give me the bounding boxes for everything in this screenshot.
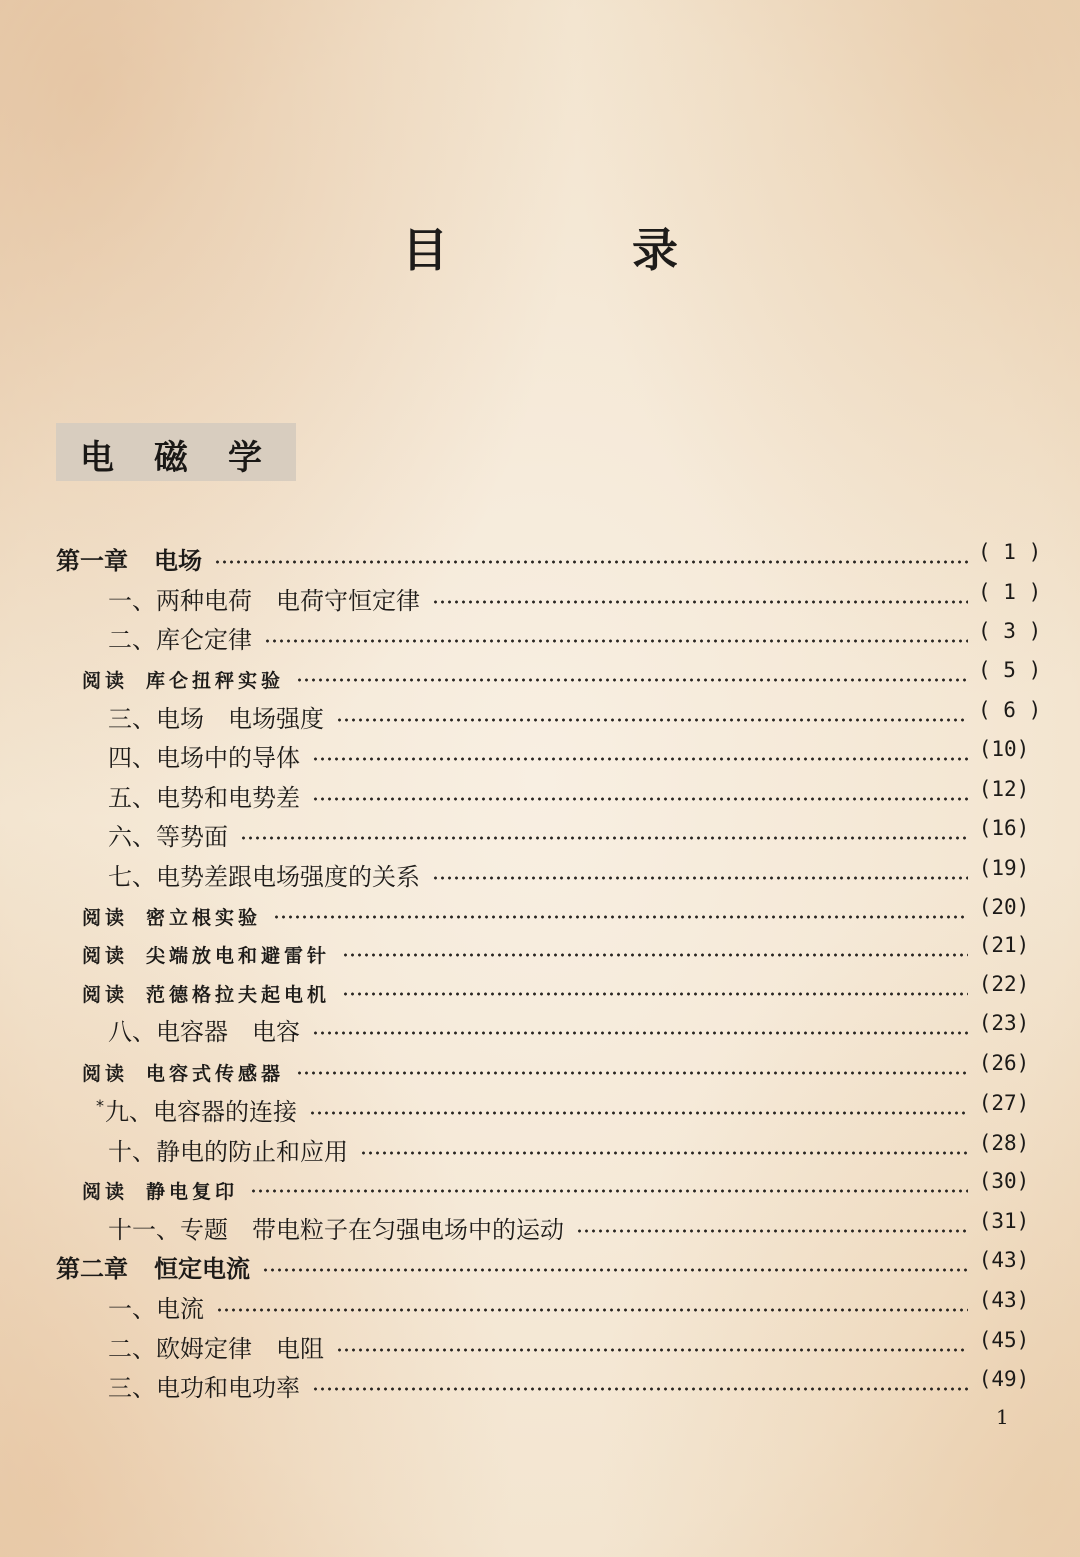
leader-dots <box>342 941 968 961</box>
toc-entry-section[interactable] <box>108 1360 1030 1400</box>
entry-page: (23) <box>978 1011 1030 1035</box>
entry-title: 阅读 密立根实验 <box>82 907 262 929</box>
leader-dots <box>336 706 968 726</box>
entry-title: 第二章 恒定电流 <box>56 1254 250 1283</box>
entry-page: (16) <box>978 816 1030 840</box>
entry-title: 一、两种电荷 电荷守恒定律 <box>108 587 420 615</box>
toc-entry-chapter[interactable] <box>56 1241 1030 1281</box>
leader-dots <box>336 1336 968 1356</box>
toc-entry-section[interactable] <box>108 809 1030 849</box>
entry-page: (30) <box>978 1169 1030 1193</box>
entry-page: (26) <box>978 1051 1030 1075</box>
entry-title: 八、电容器 电容 <box>108 1018 300 1046</box>
entry-page: (19) <box>978 856 1030 880</box>
entry-page: ( 5 ) <box>978 658 1042 682</box>
toc-entry-reading[interactable] <box>82 651 1042 692</box>
page-title: 目 录 <box>401 223 762 277</box>
toc-entry-reading[interactable] <box>82 888 1030 928</box>
leader-dots <box>240 824 968 844</box>
entry-page: (20) <box>978 895 1030 919</box>
entry-page: (43) <box>978 1248 1030 1272</box>
entry-title: 阅读 电容式传感器 <box>82 1063 285 1085</box>
leader-dots <box>250 1177 968 1197</box>
toc-entry-reading[interactable] <box>82 965 1030 1005</box>
entry-title: 五、电势和电势差 <box>108 784 300 812</box>
entry-title: 十一、专题 带电粒子在匀强电场中的运动 <box>108 1216 564 1244</box>
leader-dots <box>264 627 968 647</box>
leader-dots <box>432 864 968 884</box>
toc-entry-section[interactable] <box>108 691 1042 733</box>
entry-title: 阅读 静电复印 <box>82 1181 239 1203</box>
section-heading: 电磁学 <box>80 438 302 478</box>
leader-dots <box>576 1217 968 1237</box>
toc-entry-reading[interactable] <box>82 926 1030 966</box>
toc-entry-reading[interactable] <box>82 1162 1030 1202</box>
entry-title: 阅读 范德格拉夫起电机 <box>82 984 331 1006</box>
entry-page: (21) <box>978 933 1030 957</box>
entry-title: 二、库仑定律 <box>108 626 252 654</box>
toc-entry-section[interactable] <box>108 1321 1030 1361</box>
entry-page: ( 1 ) <box>978 580 1042 604</box>
leader-dots <box>273 903 968 923</box>
entry-title: 三、电功和电功率 <box>108 1374 300 1402</box>
entry-title: 一、电流 <box>108 1295 204 1323</box>
toc-entry-section[interactable] <box>108 1281 1030 1321</box>
leader-dots <box>216 1296 968 1316</box>
leader-dots <box>309 1099 968 1119</box>
entry-page: (31) <box>978 1209 1030 1233</box>
toc-entry-section[interactable] <box>108 730 1030 770</box>
entry-page: (49) <box>978 1367 1030 1391</box>
toc-entry-section[interactable] <box>108 1202 1030 1242</box>
toc-entry-section[interactable] <box>108 612 1042 654</box>
entry-title: 阅读 尖端放电和避雷针 <box>82 945 331 967</box>
toc-entry-section[interactable] <box>96 1084 1030 1124</box>
toc-entry-reading[interactable] <box>82 1044 1030 1084</box>
leader-dots <box>262 1256 968 1276</box>
optional-marker: * <box>96 1096 104 1115</box>
entry-title: 七、电势差跟电场强度的关系 <box>108 863 420 891</box>
entry-page: (27) <box>978 1091 1030 1115</box>
toc-entry-chapter[interactable] <box>56 533 1042 575</box>
entry-title: 阅读 库仑扭秤实验 <box>82 670 285 692</box>
toc-entry-section[interactable] <box>108 770 1030 810</box>
leader-dots <box>432 588 968 608</box>
entry-title: 第一章 电场 <box>56 546 202 575</box>
leader-dots <box>312 1375 968 1395</box>
toc-entry-section[interactable] <box>108 1124 1030 1164</box>
leader-dots <box>312 785 968 805</box>
entry-page: ( 1 ) <box>978 540 1042 564</box>
toc-entry-section[interactable] <box>108 1004 1030 1044</box>
entry-page: (10) <box>978 737 1030 761</box>
entry-title: *九、电容器的连接 <box>96 1096 297 1126</box>
entry-page: (28) <box>978 1131 1030 1155</box>
leader-dots <box>296 666 968 686</box>
leader-dots <box>312 1019 968 1039</box>
entry-page: (22) <box>978 972 1030 996</box>
leader-dots <box>312 745 968 765</box>
entry-page: ( 3 ) <box>978 619 1042 643</box>
leader-dots <box>214 548 968 568</box>
entry-title: 十、静电的防止和应用 <box>108 1138 348 1166</box>
entry-title: 二、欧姆定律 电阻 <box>108 1335 324 1363</box>
entry-page: (12) <box>978 777 1030 801</box>
leader-dots <box>360 1139 968 1159</box>
leader-dots <box>342 980 968 1000</box>
leader-dots <box>296 1059 968 1079</box>
entry-title: 六、等势面 <box>108 823 228 851</box>
page-number: 1 <box>996 1405 1009 1429</box>
entry-page: ( 6 ) <box>978 698 1042 722</box>
entry-page: (45) <box>978 1328 1030 1352</box>
toc-entry-section[interactable] <box>108 573 1042 615</box>
entry-title: 三、电场 电场强度 <box>108 705 324 733</box>
entry-page: (43) <box>978 1288 1030 1312</box>
entry-title: 四、电场中的导体 <box>108 744 300 772</box>
toc-entry-section[interactable] <box>108 849 1030 889</box>
